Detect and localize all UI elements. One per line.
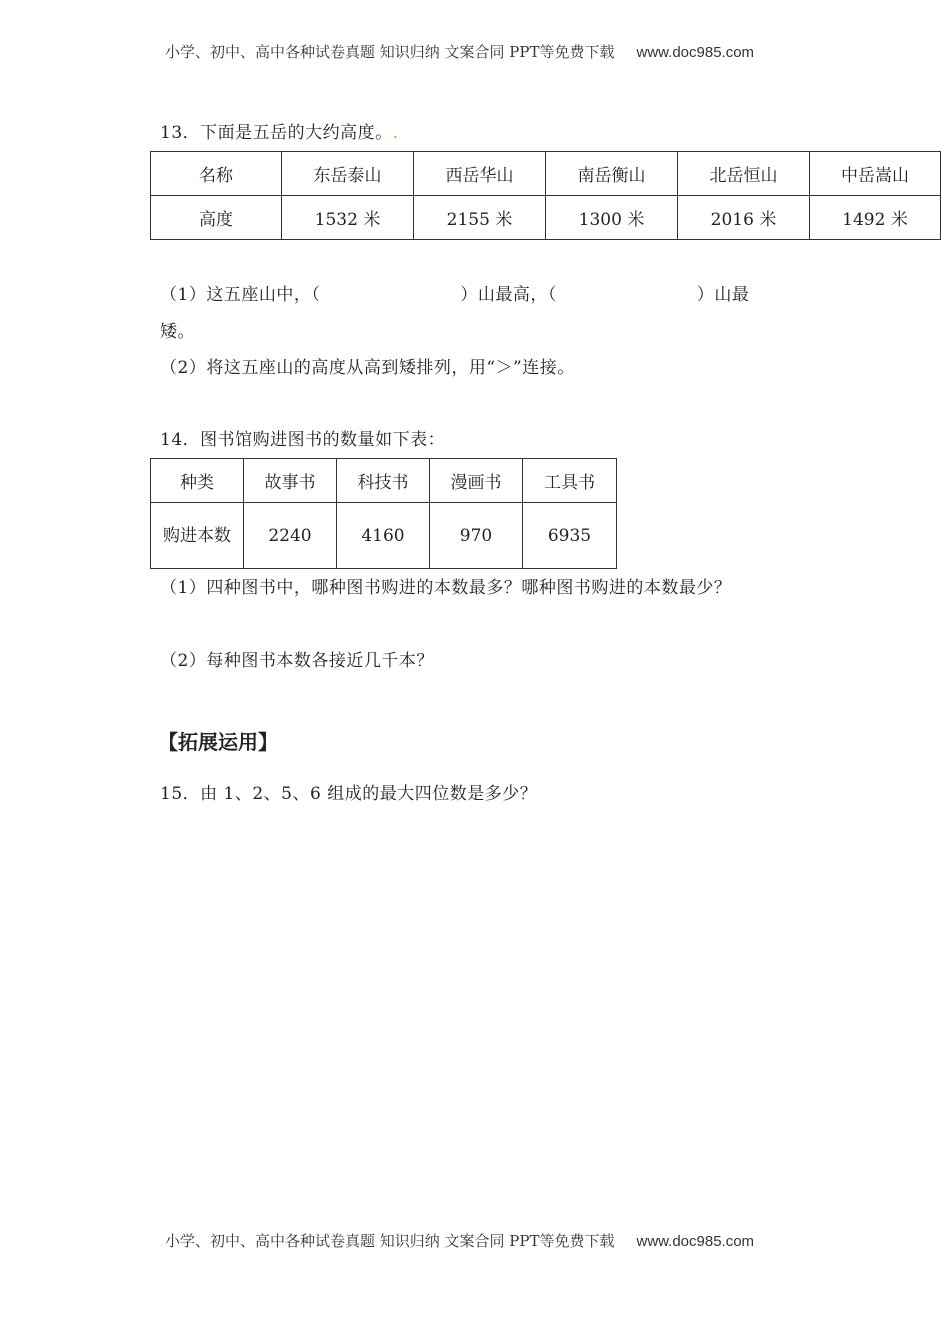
- q13-row-label-name: 名称: [151, 152, 282, 196]
- q13-title: 13．下面是五岳的大约高度。.: [160, 123, 399, 143]
- book-count: 4160: [337, 503, 430, 569]
- q13-sub1-cont: 矮。: [160, 322, 195, 342]
- mountain-name: 南岳衡山: [546, 152, 678, 196]
- q14-title: 14．图书馆购进图书的数量如下表：: [160, 430, 446, 450]
- page-header: [165, 41, 754, 62]
- mountain-height: 1532 米: [282, 196, 414, 240]
- book-kind: 故事书: [244, 459, 337, 503]
- q14-table: [150, 458, 617, 569]
- header-url[interactable]: www.doc985.com: [636, 44, 755, 61]
- q15-title: 15．由 1、2、5、6 组成的最大四位数是多少？: [160, 784, 538, 804]
- mountain-name: 西岳华山: [414, 152, 546, 196]
- q13-row-label-height: 高度: [151, 196, 282, 240]
- mountain-height: 1492 米: [810, 196, 941, 240]
- book-count: 2240: [244, 503, 337, 569]
- footer-url[interactable]: www.doc985.com: [636, 1233, 755, 1250]
- q14-header-label: 种类: [151, 459, 244, 503]
- book-kind: 漫画书: [430, 459, 523, 503]
- book-count: 970: [430, 503, 523, 569]
- q14-sub2: （2）每种图书本数各接近几千本？: [160, 651, 434, 671]
- mountain-height: 2155 米: [414, 196, 546, 240]
- mountain-name: 北岳恒山: [678, 152, 810, 196]
- q13-sub2: （2）将这五座山的高度从高到矮排列，用“＞”连接。: [160, 358, 575, 378]
- q13-table: [150, 151, 941, 240]
- mountain-name: 东岳泰山: [282, 152, 414, 196]
- book-kind: 科技书: [337, 459, 430, 503]
- q13-sub1: （1）这五座山中，（ ）山最高，（ ）山最: [160, 285, 750, 305]
- book-kind: 工具书: [523, 459, 617, 503]
- q14-row-label: 购进本数: [151, 503, 244, 569]
- mountain-height: 2016 米: [678, 196, 810, 240]
- page-footer: [165, 1230, 754, 1251]
- mountain-height: 1300 米: [546, 196, 678, 240]
- mountain-name: 中岳嵩山: [810, 152, 941, 196]
- section-title: 【拓展运用】: [158, 730, 278, 754]
- book-count: 6935: [523, 503, 617, 569]
- footer-text: 小学、初中、高中各种试卷真题 知识归纳 文案合同 PPT等免费下载: [165, 1232, 615, 1250]
- q14-sub1: （1）四种图书中，哪种图书购进的本数最多？哪种图书购进的本数最少？: [160, 578, 732, 598]
- header-text: 小学、初中、高中各种试卷真题 知识归纳 文案合同 PPT等免费下载: [165, 43, 615, 61]
